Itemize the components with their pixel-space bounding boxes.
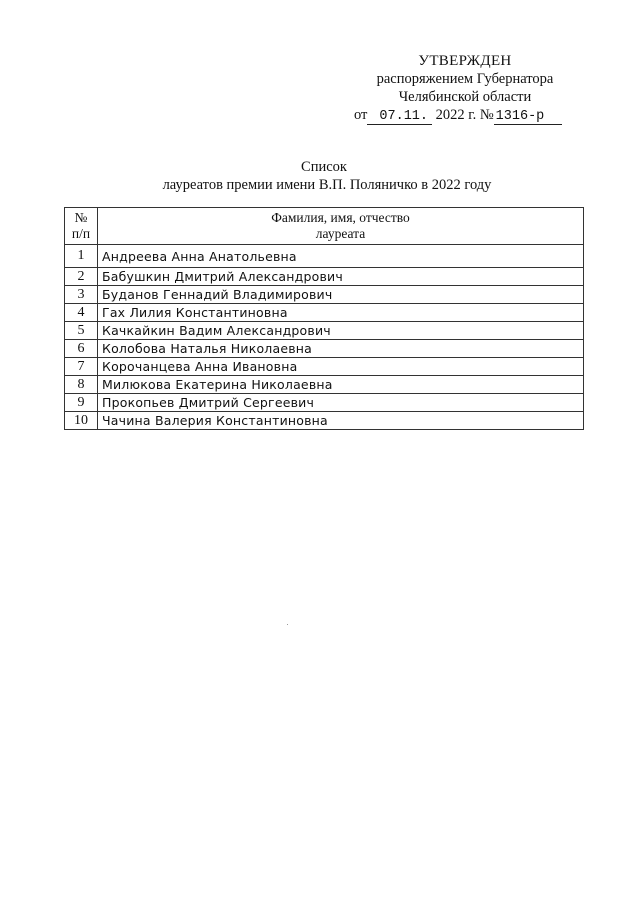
row-number: 2 <box>65 268 98 286</box>
approval-region: Челябинской области <box>398 89 532 105</box>
row-number: 8 <box>65 376 98 394</box>
row-number: 10 <box>65 412 98 430</box>
laureate-name: Чачина Валерия Константиновна <box>98 412 584 430</box>
row-number: 4 <box>65 304 98 322</box>
table-row <box>65 245 584 268</box>
laureates-table <box>64 207 584 430</box>
header-fullname-line2: лауреата <box>315 226 366 241</box>
table-row <box>65 286 584 304</box>
approval-stamp-block <box>340 52 590 125</box>
approval-date-line <box>340 106 590 125</box>
order-number: 1316-р <box>494 109 563 125</box>
approval-authority: распоряжением Губернатора <box>376 71 554 87</box>
approval-title: УТВЕРЖДЕН <box>418 53 512 69</box>
row-number: 3 <box>65 286 98 304</box>
laureate-name: Качкайкин Вадим Александрович <box>98 322 584 340</box>
laureate-name: Милюкова Екатерина Николаевна <box>98 376 584 394</box>
scan-speck <box>287 624 288 625</box>
table-row <box>65 268 584 286</box>
header-number-abbr: п/п <box>71 226 91 241</box>
table-row <box>65 412 584 430</box>
table-row <box>65 376 584 394</box>
header-fullname <box>98 208 584 245</box>
date-prefix: от <box>354 107 368 123</box>
header-number <box>65 208 98 245</box>
table-row <box>65 322 584 340</box>
row-number: 6 <box>65 340 98 358</box>
document-title: Список <box>301 159 347 175</box>
row-number: 1 <box>65 245 98 268</box>
row-number: 7 <box>65 358 98 376</box>
laureate-name: Колобова Наталья Николаевна <box>98 340 584 358</box>
table-header-row <box>65 208 584 245</box>
header-fullname-line1: Фамилия, имя, отчество <box>271 210 410 225</box>
table-row <box>65 340 584 358</box>
row-number: 5 <box>65 322 98 340</box>
laureate-name: Бабушкин Дмитрий Александрович <box>98 268 584 286</box>
document-subtitle: лауреатов премии имени В.П. Поляничко в 2022 году <box>162 177 492 193</box>
laureate-name: Гах Лилия Константиновна <box>98 304 584 322</box>
row-number: 9 <box>65 394 98 412</box>
laureate-name: Прокопьев Дмитрий Сергеевич <box>98 394 584 412</box>
order-year: 2022 г. № <box>435 107 494 123</box>
document-heading <box>0 158 640 194</box>
laureate-name: Буданов Геннадий Владимирович <box>98 286 584 304</box>
table-row <box>65 394 584 412</box>
header-number-symbol: № <box>74 210 88 225</box>
laureate-name: Андреева Анна Анатольевна <box>98 245 584 268</box>
table-row <box>65 304 584 322</box>
table-row <box>65 358 584 376</box>
laureate-name: Корочанцева Анна Ивановна <box>98 358 584 376</box>
order-date: 07.11. <box>367 109 432 125</box>
